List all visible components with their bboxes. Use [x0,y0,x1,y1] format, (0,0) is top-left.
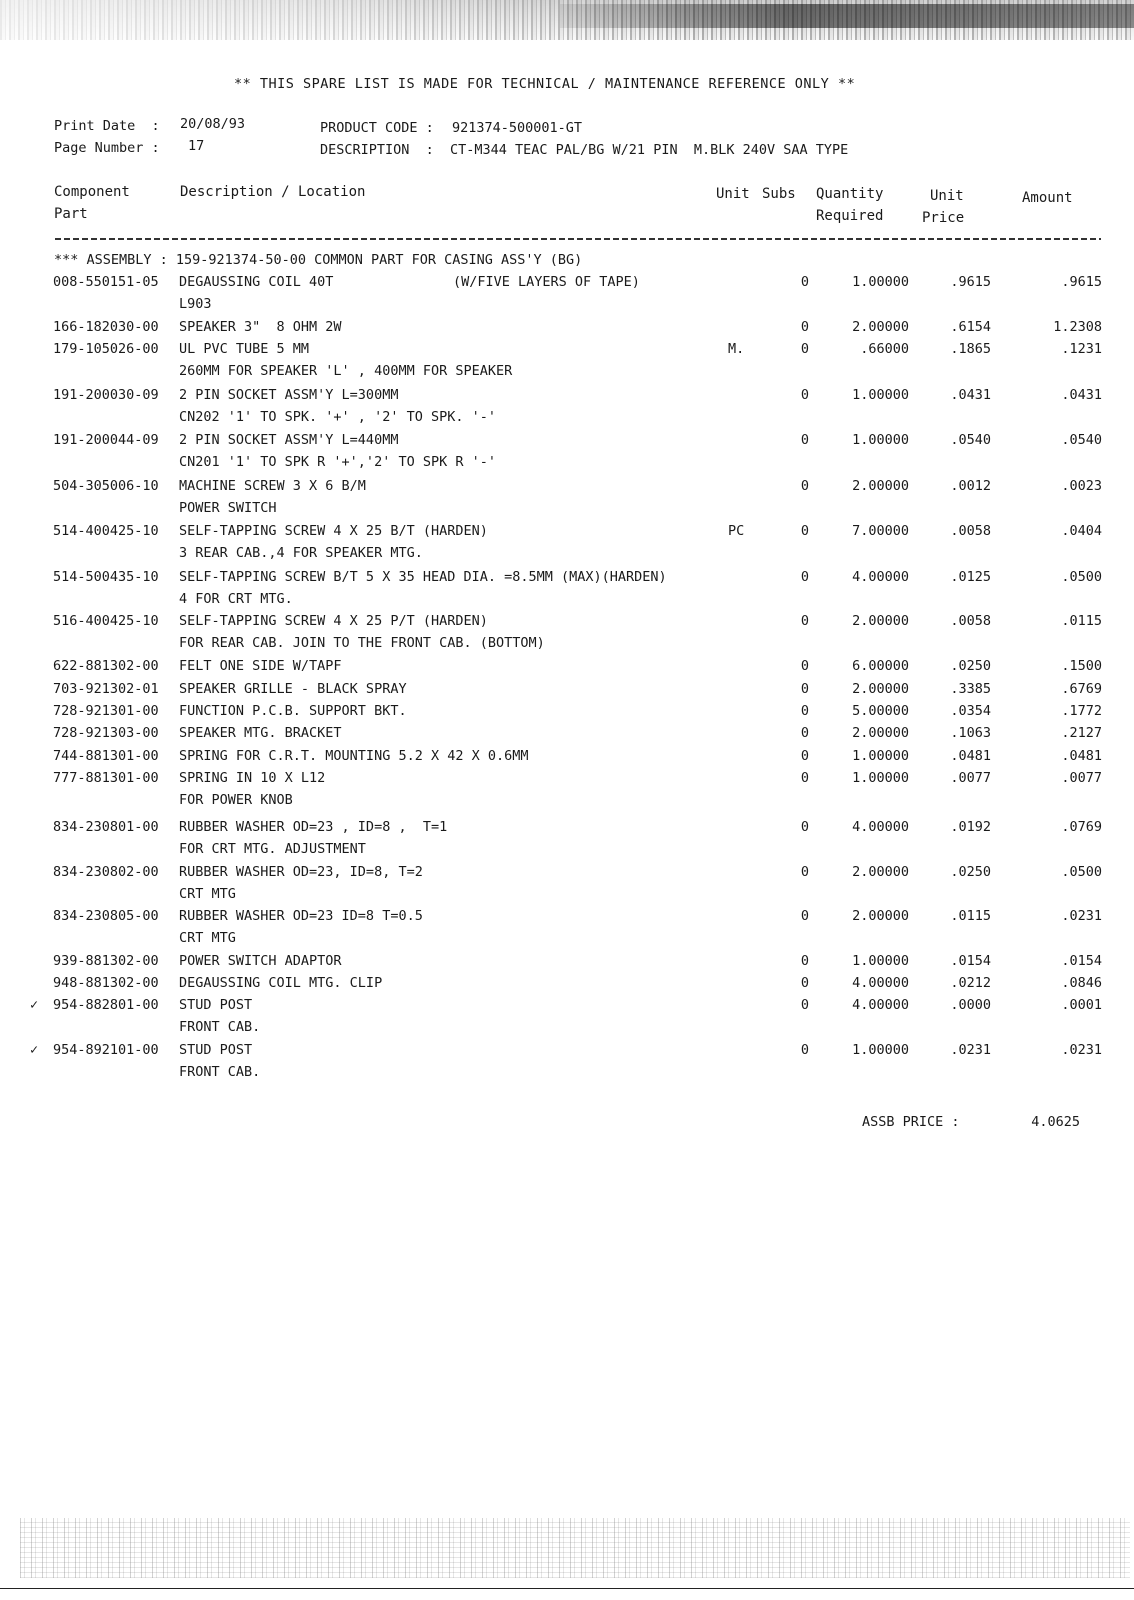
col-required: Required [816,208,884,224]
page-number-value: 17 [188,138,205,154]
print-date-label: Print Date : [54,118,160,134]
row-amount: .6769 [1061,681,1102,697]
row-unit-price: .0115 [950,908,991,924]
table-row [0,908,1134,930]
row-description: STUD POST [179,997,253,1013]
row-location: CN202 '1' TO SPK. '+' , '2' TO SPK. '-' [179,409,496,425]
row-amount: .0154 [1061,953,1102,969]
row-location: CRT MTG [179,930,236,946]
row-unit-price: .0431 [950,387,991,403]
row-description: POWER SWITCH ADAPTOR [179,953,342,969]
row-unit-price: .0077 [950,770,991,786]
row-subs: 0 [800,319,809,335]
row-part-number: 008-550151-05 [53,274,159,290]
row-subs: 0 [800,770,809,786]
table-row [0,569,1134,591]
row-description: DEGAUSSING COIL MTG. CLIP [179,975,383,991]
col-quantity: Quantity [816,186,884,202]
row-description: UL PVC TUBE 5 MM [179,341,310,357]
row-amount: .0769 [1061,819,1102,835]
col-component: Component [54,184,130,200]
print-date-value: 20/08/93 [180,116,246,132]
row-quantity: 1.00000 [852,1042,909,1058]
row-unit-price: .0154 [950,953,991,969]
table-row [0,725,1134,747]
row-part-number: 516-400425-10 [53,613,159,629]
row-note: (W/FIVE LAYERS OF TAPE) [453,274,640,290]
row-quantity: 1.00000 [852,748,909,764]
row-unit-price: .0000 [950,997,991,1013]
row-unit-price: .6154 [950,319,991,335]
row-quantity: 2.00000 [852,864,909,880]
assembly-price-label: ASSB PRICE : [862,1114,960,1130]
row-description: SPEAKER 3" 8 OHM 2W [179,319,342,335]
product-code-label: PRODUCT CODE : [320,120,434,136]
row-location: 260MM FOR SPEAKER 'L' , 400MM FOR SPEAKER [179,363,513,379]
row-unit: M. [728,341,745,357]
row-amount: .0540 [1061,432,1102,448]
row-check-mark: ✓ [30,1042,39,1058]
row-description: DEGAUSSING COIL 40T [179,274,334,290]
row-subs: 0 [800,523,809,539]
row-amount: .0404 [1061,523,1102,539]
row-description: SELF-TAPPING SCREW 4 X 25 P/T (HARDEN) [179,613,488,629]
row-part-number: 191-200030-09 [53,387,159,403]
col-unit-price-2: Price [922,210,965,226]
row-unit-price: .0212 [950,975,991,991]
table-row [0,703,1134,725]
table-row [0,613,1134,635]
row-check-mark: ✓ [30,997,39,1013]
row-quantity: 1.00000 [852,770,909,786]
row-part-number: 777-881301-00 [53,770,159,786]
row-subs: 0 [800,1042,809,1058]
table-row [0,478,1134,500]
table-row [0,1042,1134,1064]
table-row [0,997,1134,1019]
row-quantity: 2.00000 [852,725,909,741]
table-row [0,975,1134,997]
row-part-number: 948-881302-00 [53,975,159,991]
row-unit-price: .0250 [950,864,991,880]
assembly-line: *** ASSEMBLY : 159-921374-50-00 COMMON PART FOR CASING ASS'Y (BG) [54,252,583,268]
row-subs: 0 [800,341,809,357]
row-quantity: 4.00000 [852,975,909,991]
row-quantity: 1.00000 [852,274,909,290]
scan-noise-bottom [20,1518,1130,1578]
row-unit-price: .0012 [950,478,991,494]
row-subs: 0 [800,387,809,403]
row-unit-price: .0481 [950,748,991,764]
row-part-number: 179-105026-00 [53,341,159,357]
row-quantity: 2.00000 [852,908,909,924]
table-row [0,819,1134,841]
row-quantity: 2.00000 [852,319,909,335]
row-part-number: 834-230801-00 [53,819,159,835]
row-unit-price: .9615 [950,274,991,290]
row-subs: 0 [800,658,809,674]
row-part-number: 939-881302-00 [53,953,159,969]
row-description: RUBBER WASHER OD=23 ID=8 T=0.5 [179,908,423,924]
row-amount: .0115 [1061,613,1102,629]
row-part-number: 622-881302-00 [53,658,159,674]
row-subs: 0 [800,274,809,290]
row-description: SPEAKER MTG. BRACKET [179,725,342,741]
product-code-value: 921374-500001-GT [452,120,583,136]
row-quantity: 1.00000 [852,953,909,969]
row-quantity: 4.00000 [852,997,909,1013]
table-row [0,770,1134,792]
row-location: FRONT CAB. [179,1064,261,1080]
row-description: RUBBER WASHER OD=23 , ID=8 , T=1 [179,819,448,835]
table-row [0,387,1134,409]
row-quantity: .66000 [860,341,909,357]
bottom-rule [0,1588,1134,1589]
row-part-number: 744-881301-00 [53,748,159,764]
row-part-number: 514-400425-10 [53,523,159,539]
row-location: FOR CRT MTG. ADJUSTMENT [179,841,366,857]
row-amount: .2127 [1061,725,1102,741]
row-description: 2 PIN SOCKET ASSM'Y L=440MM [179,432,399,448]
row-unit-price: .0354 [950,703,991,719]
row-location: 3 REAR CAB.,4 FOR SPEAKER MTG. [179,545,423,561]
row-unit-price: .1865 [950,341,991,357]
row-amount: .9615 [1061,274,1102,290]
row-quantity: 1.00000 [852,432,909,448]
row-description: MACHINE SCREW 3 X 6 B/M [179,478,366,494]
row-location: FRONT CAB. [179,1019,261,1035]
row-amount: .1231 [1061,341,1102,357]
table-row [0,953,1134,975]
page-number-label: Page Number : [54,140,160,156]
row-quantity: 5.00000 [852,703,909,719]
description-label: DESCRIPTION : [320,142,434,158]
row-quantity: 2.00000 [852,681,909,697]
row-description: RUBBER WASHER OD=23, ID=8, T=2 [179,864,423,880]
row-subs: 0 [800,569,809,585]
row-location: 4 FOR CRT MTG. [179,591,293,607]
row-amount: .0231 [1061,908,1102,924]
table-row [0,748,1134,770]
scan-noise-top-dark [560,4,1134,28]
table-row [0,274,1134,296]
row-location: L903 [179,296,212,312]
col-description: Description / Location [180,184,366,200]
row-amount: .1772 [1061,703,1102,719]
row-amount: .0001 [1061,997,1102,1013]
reference-notice: ** THIS SPARE LIST IS MADE FOR TECHNICAL / MAINTENANCE REFERENCE ONLY ** [234,76,856,92]
row-quantity: 6.00000 [852,658,909,674]
header-divider [55,238,1101,240]
row-part-number: 504-305006-10 [53,478,159,494]
row-description: FELT ONE SIDE W/TAPF [179,658,342,674]
row-unit-price: .1063 [950,725,991,741]
row-quantity: 4.00000 [852,819,909,835]
row-amount: .1500 [1061,658,1102,674]
row-amount: .0481 [1061,748,1102,764]
col-unit-price-1: Unit [930,188,964,204]
row-part-number: 166-182030-00 [53,319,159,335]
col-unit: Unit [716,186,750,202]
table-row [0,432,1134,454]
table-row [0,341,1134,363]
row-unit-price: .0125 [950,569,991,585]
row-subs: 0 [800,864,809,880]
row-location: FOR POWER KNOB [179,792,293,808]
row-unit-price: .0231 [950,1042,991,1058]
row-unit-price: .3385 [950,681,991,697]
row-quantity: 7.00000 [852,523,909,539]
row-description: STUD POST [179,1042,253,1058]
row-part-number: 728-921301-00 [53,703,159,719]
row-part-number: 834-230805-00 [53,908,159,924]
row-amount: .0431 [1061,387,1102,403]
row-subs: 0 [800,819,809,835]
row-quantity: 1.00000 [852,387,909,403]
row-subs: 0 [800,997,809,1013]
row-part-number: 514-500435-10 [53,569,159,585]
row-part-number: 728-921303-00 [53,725,159,741]
row-subs: 0 [800,681,809,697]
row-quantity: 4.00000 [852,569,909,585]
row-unit: PC [728,523,745,539]
row-subs: 0 [800,478,809,494]
row-part-number: 703-921302-01 [53,681,159,697]
table-row [0,864,1134,886]
row-description: SPRING FOR C.R.T. MOUNTING 5.2 X 42 X 0.6MM [179,748,529,764]
row-subs: 0 [800,725,809,741]
row-location: CN201 '1' TO SPK R '+','2' TO SPK R '-' [179,454,496,470]
row-amount: .0500 [1061,864,1102,880]
col-part: Part [54,206,88,222]
row-unit-price: .0250 [950,658,991,674]
row-subs: 0 [800,748,809,764]
table-row [0,681,1134,703]
row-part-number: 191-200044-09 [53,432,159,448]
row-subs: 0 [800,975,809,991]
row-description: SELF-TAPPING SCREW B/T 5 X 35 HEAD DIA. =8.5MM (MAX)(HARDEN) [179,569,667,585]
col-subs: Subs [762,186,796,202]
row-subs: 0 [800,613,809,629]
row-unit-price: .0540 [950,432,991,448]
row-subs: 0 [800,953,809,969]
table-row [0,523,1134,545]
row-quantity: 2.00000 [852,613,909,629]
row-subs: 0 [800,703,809,719]
row-amount: .0077 [1061,770,1102,786]
row-amount: .0500 [1061,569,1102,585]
row-amount: .0023 [1061,478,1102,494]
row-amount: .0846 [1061,975,1102,991]
row-part-number: 954-882801-00 [53,997,159,1013]
row-unit-price: .0058 [950,523,991,539]
row-part-number: 954-892101-00 [53,1042,159,1058]
row-description: SPRING IN 10 X L12 [179,770,326,786]
col-amount: Amount [1022,190,1073,206]
assembly-price-value: 4.0625 [1031,1114,1080,1130]
row-quantity: 2.00000 [852,478,909,494]
row-part-number: 834-230802-00 [53,864,159,880]
row-location: POWER SWITCH [179,500,277,516]
table-row [0,319,1134,341]
row-description: 2 PIN SOCKET ASSM'Y L=300MM [179,387,399,403]
table-row [0,658,1134,680]
row-unit-price: .0192 [950,819,991,835]
row-unit-price: .0058 [950,613,991,629]
row-description: FUNCTION P.C.B. SUPPORT BKT. [179,703,407,719]
row-subs: 0 [800,908,809,924]
row-amount: 1.2308 [1053,319,1102,335]
row-location: CRT MTG [179,886,236,902]
row-location: FOR REAR CAB. JOIN TO THE FRONT CAB. (BOTTOM) [179,635,545,651]
description-value: CT-M344 TEAC PAL/BG W/21 PIN M.BLK 240V SAA TYPE [450,142,849,158]
row-amount: .0231 [1061,1042,1102,1058]
row-description: SELF-TAPPING SCREW 4 X 25 B/T (HARDEN) [179,523,488,539]
row-description: SPEAKER GRILLE - BLACK SPRAY [179,681,407,697]
row-subs: 0 [800,432,809,448]
